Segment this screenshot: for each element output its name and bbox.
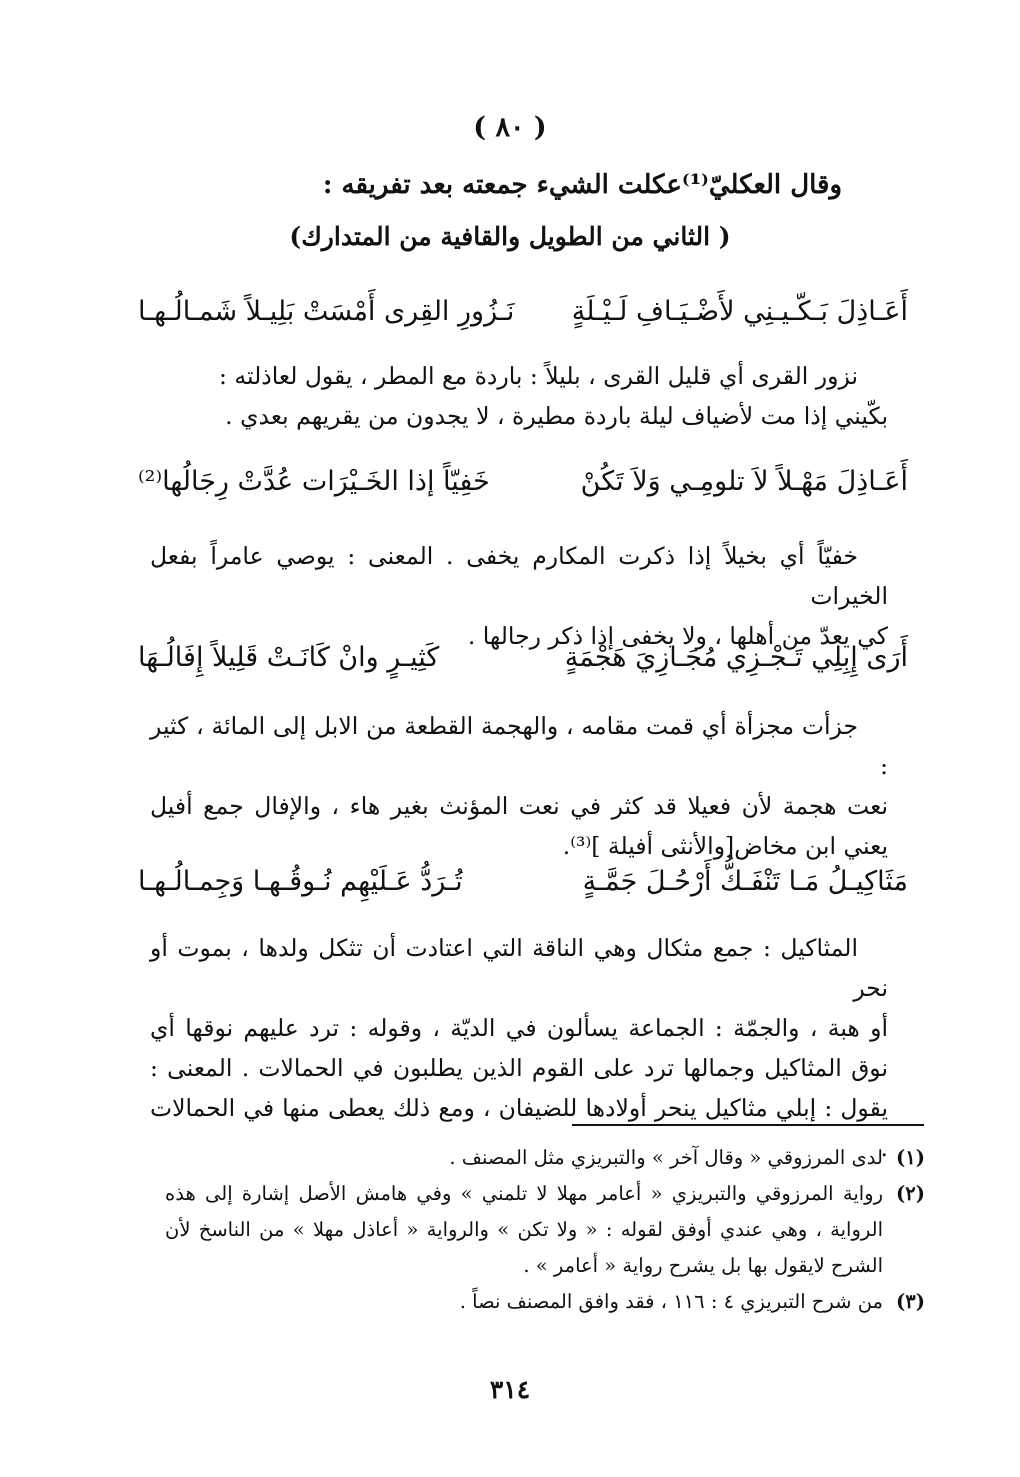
footnote-text: رواية المرزوقي والتبريزي « أعامر مهلا لا تلمني » وفي هامش الأصل إشارة إلى هذه الرواية ، وهي عندي أوفق لقوله : « ولا تكن » والرواية « أعاذل مهلا » من الناسخ لأن الشرح لايقول بها بل يشرح رواية « أعامر » . (165, 1182, 883, 1277)
verse-1 (138, 296, 908, 340)
footnote-number: (١) (896, 1146, 925, 1169)
footnote-number: (٣) (896, 1290, 925, 1313)
footnote-text: لدى المرزوقي « وقال آخر » والتبريزي مثل المصنف . (449, 1146, 883, 1169)
meter-line: ( الثاني من الطويل والقافية من المتدارك) (289, 222, 731, 251)
footnote-3 (165, 1284, 925, 1320)
verse-3-second-hemistich: كَثِيـرٍ وانْ كَانَـتْ قَلِيلاً إِفَالُـهَا (138, 642, 440, 673)
footnote-2 (165, 1176, 925, 1284)
footnotes (165, 1140, 925, 1320)
commentary-line: أو هبة ، والجمّة : الجماعة يسألون في الديّة ، وقوله : ترد عليهم نوقها أي نوق المثاكيل وجمالها ترد على القوم الذين يطلبون في الحمالات . المعنى : يقول : إبلي مثاكيل ينحر أولادها للضيفان ، ومع ذلك يعطى منها في الحمالات . (150, 1014, 888, 1162)
footnote-1 (165, 1140, 925, 1176)
verse-4-commentary (150, 928, 888, 1168)
verse-1-first-hemistich: أَعَـاذِلَ بَـكّـيـنِي لأَضْـيَـافِ لَـيْـلَةٍ (571, 296, 908, 327)
intro-line: وقال العكليّ⁽¹⁾عكلت الشيء جمعته بعد تفريقه : (322, 170, 842, 200)
verse-4-first-hemistich: مَثَاكِيـلُ مَـا تَنْفَـكُّ أَرْحُـلَ جَمَّـةٍ (582, 866, 908, 897)
footnote-number: (٢) (896, 1182, 925, 1205)
verse-3-first-hemistich: أَرَى إِبِلِي تَـجْـزِي مُجَـازِيَ هَجْمَةٍ (564, 642, 908, 673)
verse-2 (138, 466, 908, 510)
verse-1-commentary (150, 356, 888, 436)
verse-2-second-hemistich: خَفِيّاً إذا الخَـيْرَات عُدَّتْ رِجَالُها⁽²⁾ (138, 466, 490, 497)
verse-1-second-hemistich: نَـزُورِ القِرى أَمْسَتْ بَلِيـلاً شَمـالُـهـا (138, 296, 515, 327)
verse-3 (138, 642, 908, 686)
commentary-line: بكّيني إذا مت لأضياف ليلة باردة مطيرة ، لا يجدون من يقريهم بعدي . (225, 402, 888, 430)
verse-4-second-hemistich: تُـرَدُّ عَـلَيْهِم نُـوقُـهـا وَجِمـالُـهـا (138, 866, 463, 897)
verse-4 (138, 866, 908, 910)
commentary-line: خفيّاً أي بخيلاً إذا ذكرت المكارم يخفى . المعنى : يوصي عامراً بفعل الخيرات (150, 542, 888, 610)
commentary-line: جزأت مجزأة أي قمت مقامه ، والهجمة القطعة من الابل إلى المائة ، كثير : (150, 712, 888, 780)
page-number: ٣١٤ (489, 1375, 531, 1404)
commentary-line: المثاكيل : جمع مثكال وهي الناقة التي اعتادت أن تثكل ولدها ، بموت أو نحر (150, 934, 888, 1002)
commentary-line: كي يعدّ من أهلها ، ولا يخفى إذا ذكر رجالها . (467, 622, 888, 650)
verse-2-commentary (150, 536, 888, 656)
commentary-line: نزور القرى أي قليل القرى ، بليلاً : باردة مع المطر ، يقول لعاذلته : (219, 362, 858, 390)
commentary-line: نعت هجمة لأن فعيلا قد كثر في نعت المؤنث بغير هاء ، والإفال جمع أفيل يعني ابن مخاض[والأنثى أفيلة ]⁽³⁾. (150, 792, 888, 860)
footnote-text: من شرح التبريزي ٤ : ١١٦ ، فقد وافق المصنف نصاً . (459, 1290, 883, 1313)
footnote-separator (572, 1124, 924, 1126)
verse-3-commentary (150, 706, 888, 866)
verse-2-first-hemistich: أَعَـاذِلَ مَهْـلاً لاَ تلومِـي وَلاَ تَكُنْ (580, 466, 908, 497)
page-marker: ( ٨٠ ) (473, 112, 547, 143)
